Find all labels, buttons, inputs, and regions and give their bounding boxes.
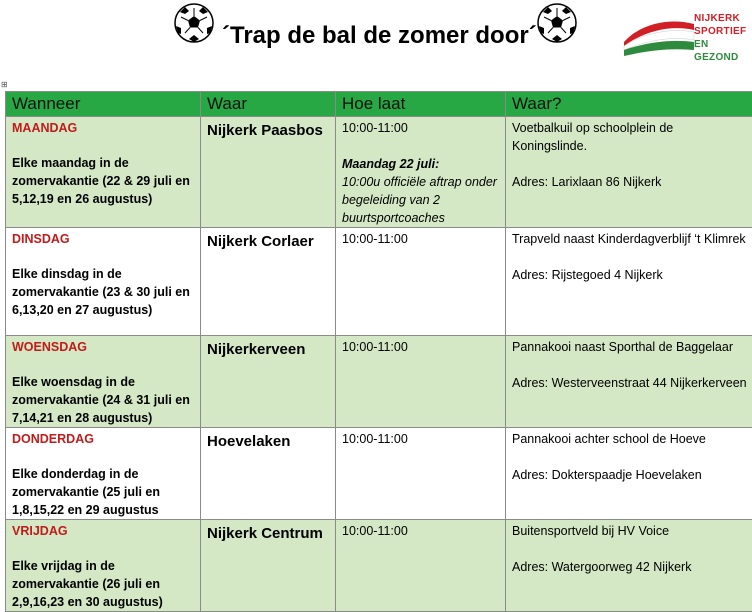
- day-label: DONDERDAG: [12, 430, 194, 448]
- place-cell: [201, 520, 336, 612]
- location-cell: [506, 428, 752, 520]
- place-cell: [201, 117, 336, 228]
- page-title: ´Trap de bal de zomer door´: [222, 22, 537, 50]
- place-name: Nijkerk Centrum: [207, 522, 329, 545]
- day-label: VRIJDAG: [12, 522, 194, 540]
- when-cell: [6, 336, 201, 428]
- place-name: Hoevelaken: [207, 430, 329, 453]
- table-anchor-icon[interactable]: ⊞: [1, 80, 8, 89]
- location-cell: [506, 117, 752, 228]
- place-name: Nijkerk Paasbos: [207, 119, 329, 142]
- table-row: [6, 336, 752, 428]
- soccer-ball-icon: [536, 2, 578, 44]
- schedule-table: [5, 91, 752, 612]
- soccer-ball-icon: [173, 2, 215, 44]
- location-address: Adres: Larixlaan 86 Nijkerk: [512, 173, 747, 191]
- place-name: Nijkerkerveen: [207, 338, 329, 361]
- location-address: Adres: Rijstegoed 4 Nijkerk: [512, 266, 747, 284]
- column-header-hoe-laat: Hoe laat: [336, 92, 506, 117]
- day-description: Elke donderdag in de zomervakantie (25 juli en 1,8,15,22 en 29 augustus: [12, 465, 194, 519]
- location-description: Pannakooi achter school de Hoeve: [512, 430, 747, 448]
- day-label: DINSDAG: [12, 230, 194, 248]
- when-cell: [6, 228, 201, 336]
- logo-line: NIJKERK: [694, 12, 752, 25]
- location-cell: [506, 520, 752, 612]
- time-value: 10:00-11:00: [342, 230, 499, 248]
- logo-line: SPORTIEF: [694, 25, 752, 38]
- time-value: 10:00-11:00: [342, 338, 499, 356]
- time-cell: [336, 520, 506, 612]
- table-row: [6, 428, 752, 520]
- location-cell: [506, 336, 752, 428]
- location-address: Adres: Watergoorweg 42 Nijkerk: [512, 558, 747, 576]
- time-cell: [336, 428, 506, 520]
- location-description: Pannakooi naast Sporthal de Baggelaar: [512, 338, 747, 356]
- location-cell: [506, 228, 752, 336]
- time-value: 10:00-11:00: [342, 430, 499, 448]
- logo-line: EN GEZOND: [694, 38, 752, 64]
- column-header-waar-locatie: Waar?: [506, 92, 752, 117]
- when-cell: [6, 520, 201, 612]
- table-header-row: [6, 92, 752, 117]
- time-value: 10:00-11:00: [342, 119, 499, 137]
- when-cell: [6, 117, 201, 228]
- table-row: [6, 520, 752, 612]
- table-row: [6, 117, 752, 228]
- place-cell: [201, 336, 336, 428]
- page-header: [0, 0, 752, 90]
- column-header-waar: Waar: [201, 92, 336, 117]
- location-address: Adres: Dokterspaadje Hoevelaken: [512, 466, 747, 484]
- location-description: Buitensportveld bij HV Voice: [512, 522, 747, 540]
- time-value: 10:00-11:00: [342, 522, 499, 540]
- column-header-wanneer: Wanneer: [6, 92, 201, 117]
- day-description: Elke dinsdag in de zomervakantie (23 & 30 juli en 6,13,20 en 27 augustus): [12, 265, 194, 319]
- note-body: 10:00u officiële aftrap onder begeleiding van 2 buurtsportcoaches: [342, 173, 499, 227]
- day-label: WOENSDAG: [12, 338, 194, 356]
- time-cell: [336, 117, 506, 228]
- when-cell: [6, 428, 201, 520]
- day-description: Elke woensdag in de zomervakantie (24 & 31 juli en 7,14,21 en 28 augustus): [12, 373, 194, 427]
- logo-text: [694, 12, 752, 64]
- day-label: MAANDAG: [12, 119, 194, 137]
- time-cell: [336, 228, 506, 336]
- place-cell: [201, 428, 336, 520]
- time-cell: [336, 336, 506, 428]
- day-description: Elke maandag in de zomervakantie (22 & 29 juli en 5,12,19 en 26 augustus): [12, 154, 194, 208]
- day-description: Elke vrijdag in de zomervakantie (26 juli en 2,9,16,23 en 30 augustus): [12, 557, 194, 611]
- location-description: Voetbalkuil op schoolplein de Koningslinde.: [512, 119, 747, 155]
- place-name: Nijkerk Corlaer: [207, 230, 329, 253]
- place-cell: [201, 228, 336, 336]
- note-title: Maandag 22 juli:: [342, 155, 499, 173]
- location-description: Trapveld naast Kinderdagverblijf ‘t Klimrek: [512, 230, 747, 248]
- table-row: [6, 228, 752, 336]
- location-address: Adres: Westerveenstraat 44 Nijkerkerveen: [512, 374, 747, 392]
